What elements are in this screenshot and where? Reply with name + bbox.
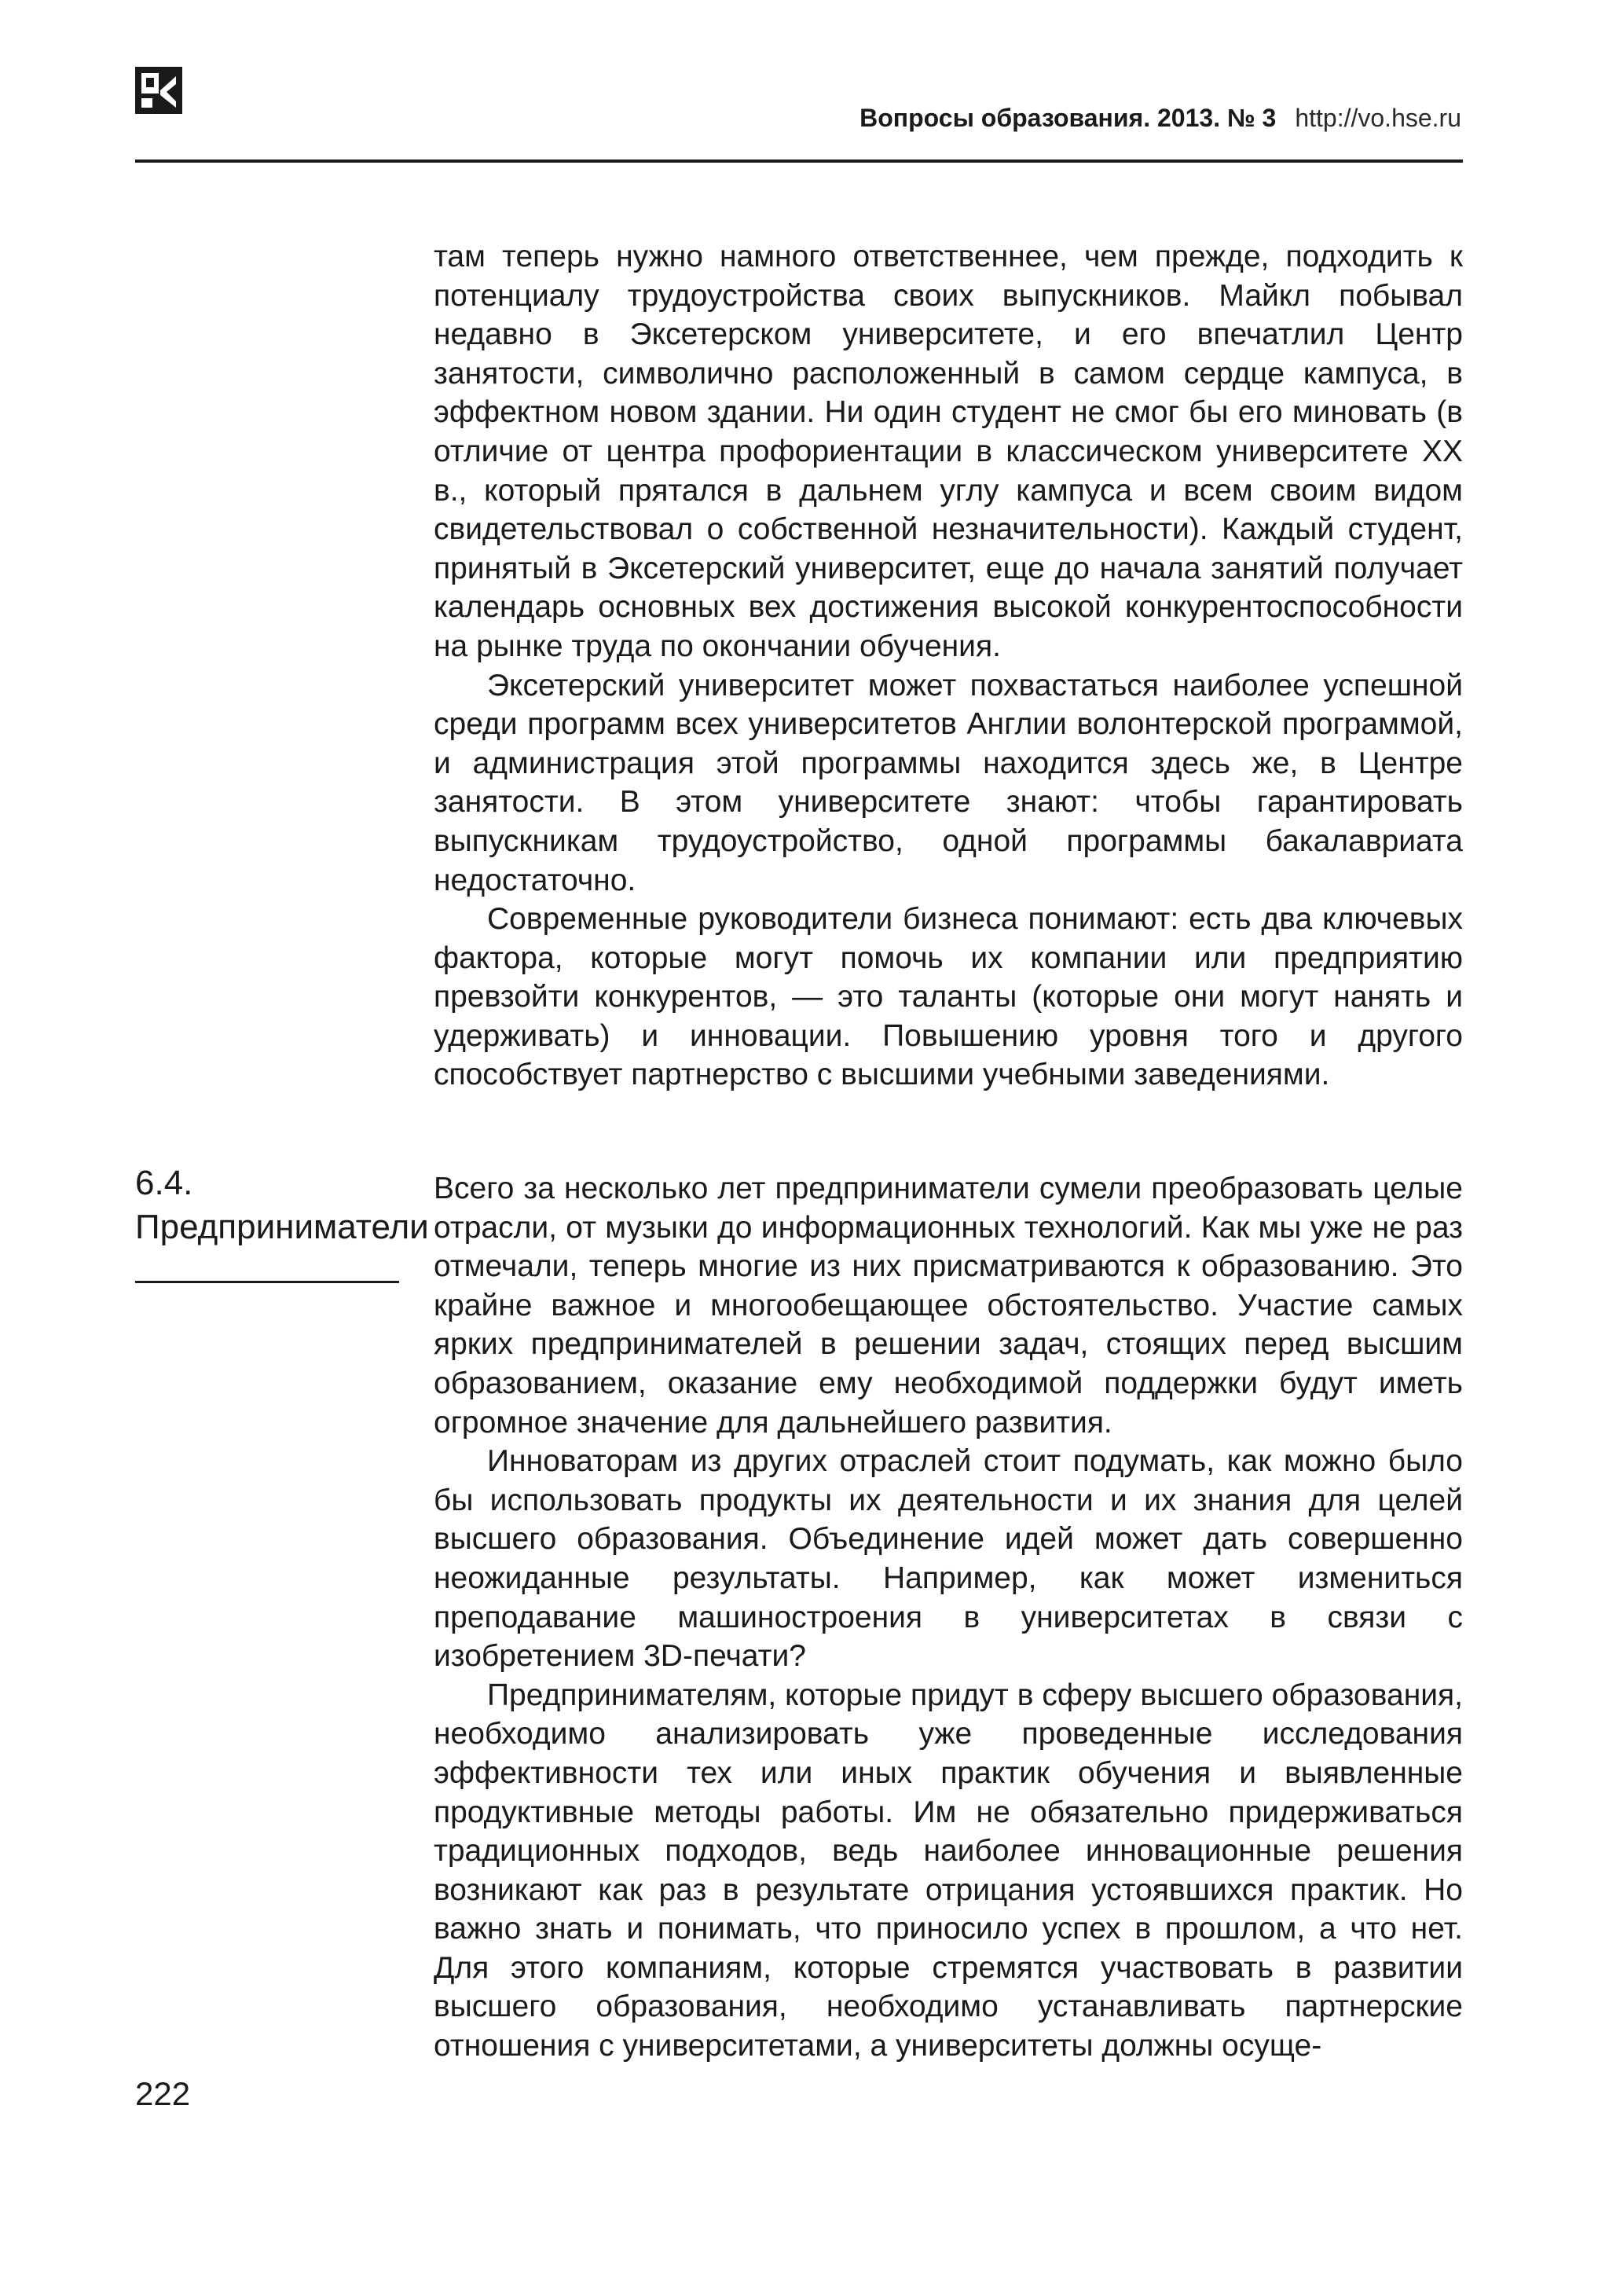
header-divider (135, 160, 1463, 163)
paragraph: Предпринимателям, которые придут в сферу высшего образования, необходимо анализировать уже проведенные исследования эффективности тех или иных практик обучения и выявленные продуктивные методы работы. Им не обязательно придерживаться традиционных подходов, ведь наиболее инновационные решения возникают как раз в результате отрицания устоявшихся практик. Но важно знать и понимать, что приносило успех в прошлом, а что нет. Для этого компаниям, которые стремятся участвовать в развитии высшего образования, необходимо устанавливать партнерские отношения с университетами, а университеты должны осуще- (434, 1678, 1463, 2063)
paragraph: там теперь нужно намного ответственнее, чем прежде, подходить к потенциалу трудоустройства своих выпускников. Майкл побывал недавно в Эксетерском университете, и его впечатлил Центр занятости, символично расположенный в самом сердце кампуса, в эффектном новом здании. Ни один студент не смог бы его миновать (в отличие от центра профориентации в классическом университете XX в., который прятался в дальнем углу кампуса и всем своим видом свидетельствовал о собственной незначительности). Каждый студент, принятый в Эксетерский университет, еще до начала занятий получает календарь основных вех достижения высокой конкурентоспособности на рынке труда по окончании обучения. (434, 240, 1463, 663)
running-header (135, 102, 1461, 134)
paragraph: Эксетерский университет может похвастаться наиболее успешной среди программ всех университетов Англии волонтерской программой, и администрация этой программы находится здесь же, в Центре занятости. В этом университете знают: чтобы гарантировать выпускникам трудоустройство, одной программы бакалавриата недостаточно. (434, 668, 1463, 897)
paragraph: Всего за несколько лет предприниматели сумели преобразовать целые отрасли, от музыки до информационных технологий. Как мы уже не раз отмечали, теперь многие из них присматриваются к образованию. Это крайне важное и многообещающее обстоятельство. Участие самых ярких предпринимателей в решении задач, стоящих перед высшим образованием, оказание ему необходимой поддержки будут иметь огромное значение для дальнейшего развития. (434, 1172, 1463, 1440)
page-number: 222 (135, 2075, 191, 2112)
paragraph: Современные руководители бизнеса понимают: есть два ключевых фактора, которые могут помочь их компании или предприятию превзойти конкурентов, — это таланты (которые они могут нанять и удерживать) и инновации. Повышению уровня того и другого способствует партнерство с высшими учебными заведениями. (434, 902, 1463, 1092)
section-heading: 6.4. Предприниматели (135, 1164, 429, 1246)
journal-title: Вопросы образования. 2013. № 3 (859, 104, 1277, 132)
section-heading-rule (135, 1281, 399, 1283)
section-text-block (434, 1169, 1463, 2066)
top-text-block (434, 237, 1463, 1095)
paragraph: Инноваторам из других отраслей стоит подумать, как можно было бы использовать продукты их деятельности и их знания для целей высшего образования. Объединение идей может дать совершенно неожиданные результаты. Например, как может измениться преподавание машиностроения в университетах в связи с изобретением 3D-печати? (434, 1444, 1463, 1674)
journal-url[interactable]: http://vo.hse.ru (1295, 104, 1461, 132)
